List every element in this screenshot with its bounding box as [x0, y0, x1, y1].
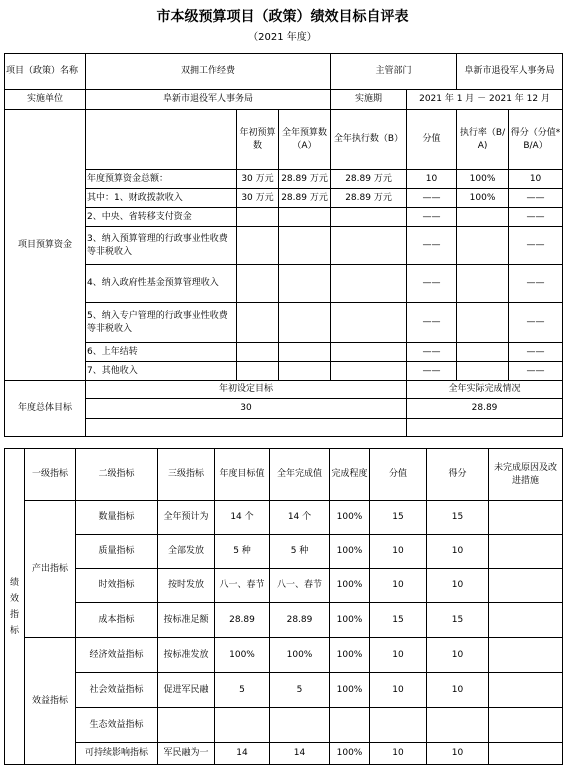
perf-degree: 100% — [330, 638, 370, 673]
budget-row-label: 6、上年结转 — [86, 343, 237, 362]
perf-done: 28.89 — [270, 603, 330, 638]
budget-row — [5, 362, 563, 381]
goal-blank-right — [407, 419, 563, 437]
h-got: 得分 — [427, 449, 489, 501]
budget-table — [4, 53, 563, 437]
period-value: 2021 年 1 月 － 2021 年 12 月 — [407, 90, 563, 110]
perf-done — [270, 708, 330, 743]
perf-target: 5 — [215, 673, 270, 708]
budget-row-score: —— — [407, 265, 457, 303]
h-level2: 二级指标 — [76, 449, 158, 501]
perf-score: 10 — [370, 569, 427, 603]
perf-degree: 100% — [330, 569, 370, 603]
budget-row-got: —— — [509, 189, 563, 208]
budget-row — [5, 343, 563, 362]
perf-side-label: 绩效指标 — [5, 449, 25, 765]
budget-row-initial — [237, 208, 279, 227]
perf-row — [5, 569, 563, 603]
budget-row-initial — [237, 227, 279, 265]
perf-score — [370, 708, 427, 743]
perf-l3: 全年预计为 — [158, 501, 215, 535]
perf-l2: 生态效益指标 — [76, 708, 158, 743]
perf-l2: 成本指标 — [76, 603, 158, 638]
budget-row-annual — [279, 208, 331, 227]
budget-row-label: 2、中央、省转移支付资金 — [86, 208, 237, 227]
perf-score: 10 — [370, 535, 427, 569]
budget-row-initial — [237, 362, 279, 381]
budget-row-got: 10 — [509, 170, 563, 189]
perf-l3: 按标准足额 — [158, 603, 215, 638]
h-score: 分值 — [370, 449, 427, 501]
perf-row — [5, 743, 563, 765]
unit-value: 阜新市退役军人事务局 — [86, 90, 331, 110]
perf-degree: 100% — [330, 603, 370, 638]
budget-section-label: 项目预算资金 — [5, 110, 86, 381]
budget-row-label: 7、其他收入 — [86, 362, 237, 381]
budget-row-annual: 28.89 万元 — [279, 189, 331, 208]
perf-row — [5, 603, 563, 638]
page-title: 市本级预算项目（政策）绩效目标自评表 — [156, 9, 409, 25]
perf-target: 八一、春节 — [215, 569, 270, 603]
perf-score: 10 — [370, 673, 427, 708]
perf-score: 15 — [370, 501, 427, 535]
perf-target — [215, 708, 270, 743]
perf-l2: 可持续影响指标 — [76, 743, 158, 765]
project-name-value: 双拥工作经费 — [86, 54, 331, 90]
perf-degree: 100% — [330, 501, 370, 535]
perf-l2: 社会效益指标 — [76, 673, 158, 708]
perf-done: 5 — [270, 673, 330, 708]
budget-row-initial — [237, 265, 279, 303]
dept-value: 阜新市退役军人事务局 — [457, 54, 563, 90]
budget-row-initial: 30 万元 — [237, 170, 279, 189]
col-initial-budget: 年初预算数 — [237, 110, 279, 170]
budget-row-rate: 100% — [457, 189, 509, 208]
budget-row-annual — [279, 227, 331, 265]
perf-degree — [330, 708, 370, 743]
goal-actual-value: 28.89 — [407, 399, 563, 419]
h-target: 年度目标值 — [215, 449, 270, 501]
budget-row-annual — [279, 303, 331, 343]
budget-row-rate — [457, 227, 509, 265]
effect-indicator-label: 效益指标 — [25, 638, 76, 765]
perf-target: 14 个 — [215, 501, 270, 535]
budget-row-score: —— — [407, 362, 457, 381]
col-annual-exec: 全年执行数（B） — [331, 110, 407, 170]
perf-row — [5, 535, 563, 569]
budget-row-got: —— — [509, 265, 563, 303]
budget-row-exec — [331, 227, 407, 265]
perf-l3: 促进军民融 — [158, 673, 215, 708]
budget-row-score: —— — [407, 303, 457, 343]
perf-degree: 100% — [330, 535, 370, 569]
h-level3: 三级指标 — [158, 449, 215, 501]
perf-reason — [489, 743, 563, 765]
perf-score: 15 — [370, 603, 427, 638]
budget-row-got: —— — [509, 343, 563, 362]
budget-row-got: —— — [509, 362, 563, 381]
col-annual-budget: 全年预算数（A） — [279, 110, 331, 170]
perf-l3: 军民融为一 — [158, 743, 215, 765]
period-label: 实施期 — [331, 90, 407, 110]
perf-l2: 数量指标 — [76, 501, 158, 535]
budget-row-label: 5、纳入专户管理的行政事业性收费等非税收入 — [86, 303, 237, 343]
budget-row-exec — [331, 265, 407, 303]
budget-row — [5, 265, 563, 303]
goal-actual-label: 全年实际完成情况 — [407, 381, 563, 399]
budget-row — [5, 227, 563, 265]
perf-l2: 经济效益指标 — [76, 638, 158, 673]
perf-row — [5, 708, 563, 743]
col-exec-rate: 执行率（B/A) — [457, 110, 509, 170]
col-score: 分值 — [407, 110, 457, 170]
budget-row-rate: 100% — [457, 170, 509, 189]
h-level1: 一级指标 — [25, 449, 76, 501]
perf-got: 10 — [427, 673, 489, 708]
budget-row-got: —— — [509, 208, 563, 227]
perf-got: 10 — [427, 638, 489, 673]
perf-target: 5 种 — [215, 535, 270, 569]
perf-done: 5 种 — [270, 535, 330, 569]
perf-done: 14 个 — [270, 501, 330, 535]
perf-got: 10 — [427, 569, 489, 603]
perf-l2: 时效指标 — [76, 569, 158, 603]
h-degree: 完成程度 — [330, 449, 370, 501]
perf-reason — [489, 535, 563, 569]
col-got-score: 得分（分值*B/A） — [509, 110, 563, 170]
perf-done: 14 — [270, 743, 330, 765]
budget-row-exec: 28.89 万元 — [331, 189, 407, 208]
h-done: 全年完成值 — [270, 449, 330, 501]
perf-got — [427, 708, 489, 743]
budget-row-got: —— — [509, 227, 563, 265]
budget-row-rate — [457, 362, 509, 381]
performance-table — [4, 448, 563, 765]
budget-row — [5, 170, 563, 189]
perf-row — [5, 638, 563, 673]
perf-got: 15 — [427, 501, 489, 535]
budget-row-rate — [457, 303, 509, 343]
perf-degree: 100% — [330, 673, 370, 708]
perf-reason — [489, 638, 563, 673]
unit-label: 实施单位 — [5, 90, 86, 110]
perf-row — [5, 501, 563, 535]
budget-row-annual: 28.89 万元 — [279, 170, 331, 189]
perf-score: 10 — [370, 638, 427, 673]
budget-row-rate — [457, 343, 509, 362]
budget-row — [5, 303, 563, 343]
perf-done: 100% — [270, 638, 330, 673]
perf-target: 28.89 — [215, 603, 270, 638]
perf-row — [5, 673, 563, 708]
budget-row-score: —— — [407, 208, 457, 227]
dept-label: 主管部门 — [331, 54, 457, 90]
perf-l3: 全部发放 — [158, 535, 215, 569]
perf-done: 八一、春节 — [270, 569, 330, 603]
budget-row-score: 10 — [407, 170, 457, 189]
budget-row-initial — [237, 343, 279, 362]
perf-l3 — [158, 708, 215, 743]
perf-l2: 质量指标 — [76, 535, 158, 569]
budget-row-score: —— — [407, 189, 457, 208]
budget-row-rate — [457, 265, 509, 303]
annual-goal-label: 年度总体目标 — [5, 381, 86, 437]
budget-row-exec — [331, 362, 407, 381]
goal-initial-value: 30 — [86, 399, 407, 419]
perf-reason — [489, 501, 563, 535]
budget-row — [5, 208, 563, 227]
perf-reason — [489, 569, 563, 603]
page-subtitle-year: （2021 年度） — [248, 32, 317, 43]
perf-l3: 按时发放 — [158, 569, 215, 603]
budget-row-initial: 30 万元 — [237, 189, 279, 208]
budget-header-blank — [86, 110, 237, 170]
perf-got: 10 — [427, 535, 489, 569]
perf-l3: 按标准发放 — [158, 638, 215, 673]
budget-row-exec — [331, 343, 407, 362]
perf-target: 100% — [215, 638, 270, 673]
project-name-label: 项目（政策）名称 — [5, 54, 86, 90]
budget-row-annual — [279, 362, 331, 381]
budget-row-exec — [331, 208, 407, 227]
budget-row-label: 年度预算资金总额： — [86, 170, 237, 189]
goal-blank-left — [86, 419, 407, 437]
goal-initial-label: 年初设定目标 — [86, 381, 407, 399]
budget-row-label: 其中：1、财政拨款收入 — [86, 189, 237, 208]
perf-reason — [489, 708, 563, 743]
perf-score: 10 — [370, 743, 427, 765]
budget-row-exec — [331, 303, 407, 343]
perf-reason — [489, 673, 563, 708]
perf-got: 10 — [427, 743, 489, 765]
budget-row-score: —— — [407, 343, 457, 362]
perf-got: 15 — [427, 603, 489, 638]
budget-row-label: 3、纳入预算管理的行政事业性收费等非税收入 — [86, 227, 237, 265]
budget-row-label: 4、纳入政府性基金预算管理收入 — [86, 265, 237, 303]
budget-row-annual — [279, 265, 331, 303]
perf-reason — [489, 603, 563, 638]
budget-row-annual — [279, 343, 331, 362]
output-indicator-label: 产出指标 — [25, 501, 76, 638]
perf-degree: 100% — [330, 743, 370, 765]
budget-row-got: —— — [509, 303, 563, 343]
h-reason: 未完成原因及改进措施 — [489, 449, 563, 501]
budget-row-score: —— — [407, 227, 457, 265]
budget-row-exec: 28.89 万元 — [331, 170, 407, 189]
budget-row-initial — [237, 303, 279, 343]
budget-row-rate — [457, 208, 509, 227]
perf-target: 14 — [215, 743, 270, 765]
budget-row — [5, 189, 563, 208]
